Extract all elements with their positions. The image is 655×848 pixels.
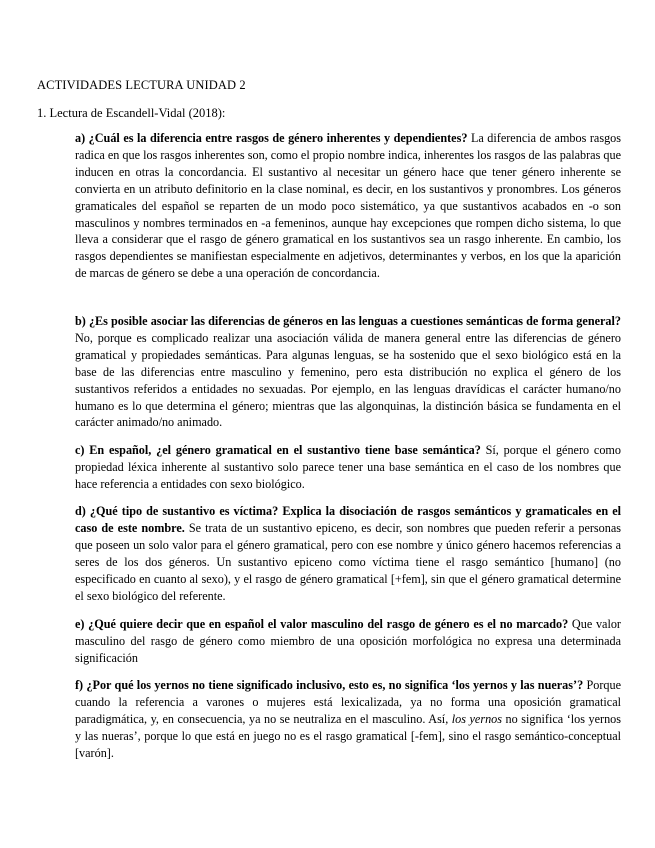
question-answer-f [75, 677, 621, 762]
question-answer-d [75, 503, 621, 604]
question-b: b) ¿Es posible asociar las diferencias de géneros en las lenguas a cuestiones semánticas de forma general? [75, 314, 621, 328]
answer-b: No, porque es complicado realizar una asociación válida de manera general entre las diferencias de género gramatical y propiedades semánticas. Para algunas lenguas, se ha sostenido que el sexo biológico está en la base de las diferencias entre masculino y femenino, pero esta distribución no explica el género de los sustantivos referidos a entidades no sexuadas. Por ejemplo, en las lenguas dravídicas el carácter humano/no humano es lo que determina el género; mientras que las algonquinas, la distinción básica se fundamenta en el carácter animado/no animado. [75, 330, 621, 430]
answer-a: La diferencia de ambos rasgos radica en que los rasgos inherentes son, como el propio nombre indica, inherentes los rasgos de las palabras que inducen en otras la concordancia. El sustantivo al necesitar un género hace que tener género inherente se convierta en un atributo definitorio en la clase nominal, es decir, en los sustantivos y pronombres. Los géneros gramaticales del español se reparten de un modo poco sistemático, ya que sustantivos acabados en -o son masculinos y nombres terminados en -a femeninos, aunque hay excepciones que rompen dicho sistema, lo que lleva a considerar que el rasgo de género gramatical en los sustantivos sea un rasgo inherente. En cambio, los rasgos dependientes se manifiestan especialmente en adjetivos, determinantes y verbos, en los que la aparición de marcas de género se debe a una operación de concordancia. [75, 131, 621, 281]
question-d: d) ¿Qué tipo de sustantivo es víctima? Explica la disociación de rasgos semánticos y gramaticales en el caso de este nombre. [75, 504, 621, 535]
document-title: ACTIVIDADES LECTURA UNIDAD 2 [37, 78, 246, 92]
answer-f-italic-term: los yernos [451, 711, 502, 726]
answer-e: Que valor masculino del rasgo de género como miembro de una oposición morfológica no expresa una determinada significación [75, 617, 621, 665]
answer-f-part2: no significa ‘los yernos y las nueras’, porque lo que está en juego no es el rasgo gramatical [-fem], sino el rasgo semántico-conceptual [varón]. [75, 711, 621, 760]
question-e: e) ¿Qué quiere decir que en español el valor masculino del rasgo de género es el no marcado? [75, 617, 569, 631]
question-a: a) ¿Cuál es la diferencia entre rasgos de género inherentes y dependientes? [75, 131, 468, 145]
answer-c: Sí, porque el género como propiedad léxica inherente al sustantivo solo parece tener una base semántica en el caso de los nombres que hace referencia a entidades con sexo biológico. [75, 443, 621, 491]
question-answer-e [75, 616, 621, 667]
question-answer-a [75, 130, 621, 282]
answer-f-part1: Porque cuando la referencia a varones o mujeres está lexicalizada, ya no forma una oposición gramatical paradigmática, y, en consecuencia, ya no se neutraliza en el masculino. Así, [75, 678, 621, 726]
question-c: c) En español, ¿el género gramatical en el sustantivo tiene base semántica? [75, 443, 481, 457]
question-answer-b [75, 313, 621, 431]
question-f: f) ¿Por qué los yernos no tiene significado inclusivo, esto es, no significa ‘los yernos y las nueras’? [75, 678, 584, 692]
question-answer-c [75, 442, 621, 493]
section-label: 1. Lectura de Escandell-Vidal (2018): [37, 106, 226, 120]
answer-d: Se trata de un sustantivo epiceno, es decir, son nombres que pueden referir a personas que poseen un solo valor para el género gramatical, pero con ese nombre y único género hacemos referencias a seres de los dos géneros. Un sustantivo epiceno como víctima tiene el rasgo semántico [humano] (no especificado en cuanto al sexo), y el rasgo de género gramatical [+fem], sin que el género gramatical determine el sexo biológico del referente. [75, 520, 621, 603]
